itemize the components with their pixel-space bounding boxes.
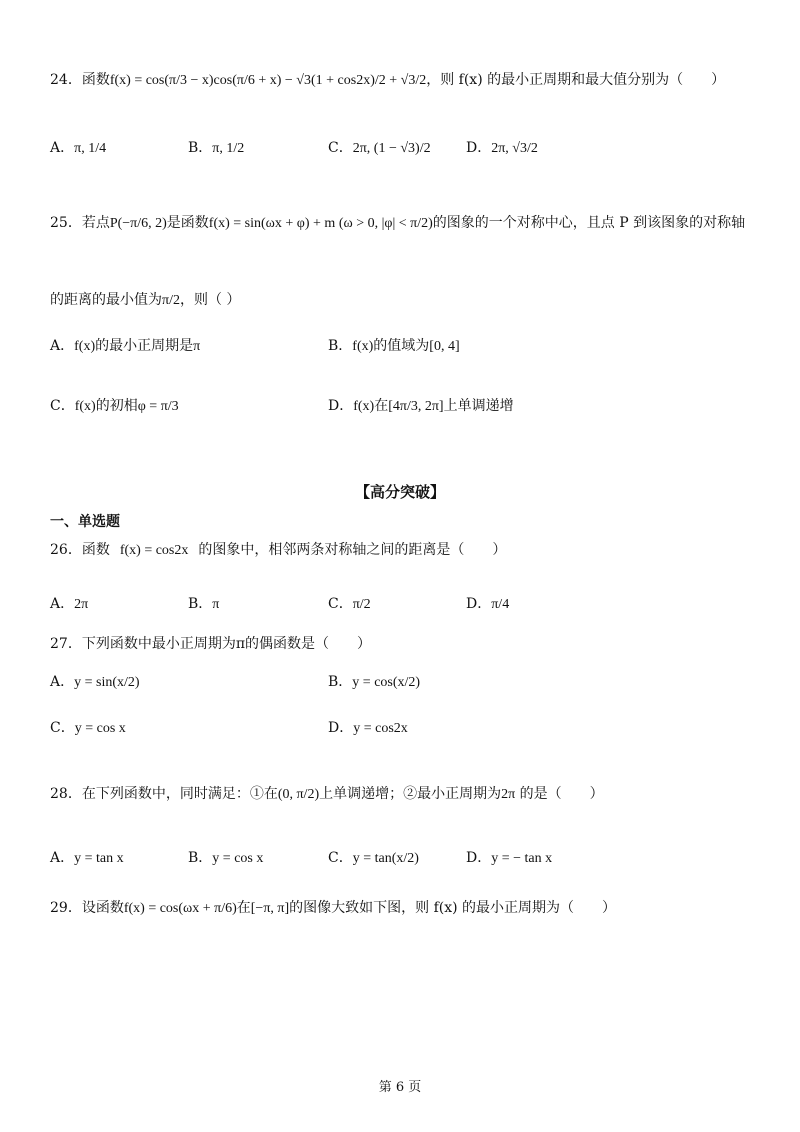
q26-option-d	[466, 596, 509, 614]
q27-option-a-value: y = sin(x/2)	[74, 675, 140, 690]
q27-option-c-label: C．	[50, 720, 75, 736]
q28-option-d-label: D．	[466, 850, 492, 866]
q27-option-b-label: B．	[328, 674, 353, 690]
q28-end: 的是（ ）	[515, 786, 604, 802]
q24-option-a	[50, 140, 106, 158]
q28-option-b	[188, 850, 263, 868]
q28-option-c-value: y = tan(x/2)	[352, 851, 419, 866]
q26-option-d-value: π/4	[491, 597, 510, 612]
q25-option-a-label: A．	[50, 338, 75, 354]
q25-line2-pre: 的距离的最小值为	[50, 292, 162, 308]
q25-option-a-text: 的最小正周期是	[95, 338, 194, 354]
q25-line-2	[50, 292, 240, 310]
section-subheading: 一、单选题	[50, 514, 120, 530]
q25-line2-post: ，则（ ）	[179, 292, 241, 308]
q26-option-c-label: C．	[328, 596, 353, 612]
q24-option-d-label: D．	[466, 140, 492, 156]
q28-option-a-value: y = tan x	[74, 851, 124, 866]
question-24	[50, 72, 725, 90]
q24-after: ，则 f(x) 的最小正周期和最大值分别为（ ）	[426, 72, 726, 88]
q28-option-d-value: y = − tan x	[491, 851, 553, 866]
q25-option-b-math: f(x)	[352, 339, 374, 354]
q26-stem: 26．函数	[50, 542, 110, 558]
q24-option-a-value: π, 1/4	[74, 141, 107, 156]
q26-option-b-label: B．	[188, 596, 213, 612]
q26-option-b	[188, 596, 219, 614]
q24-option-b-label: B．	[188, 140, 213, 156]
q29-after: 的图像大致如下图，则 f(x) 的最小正周期为（ ）	[289, 900, 617, 916]
q28-option-a-label: A．	[50, 850, 75, 866]
q25-option-d-text: 在	[374, 398, 389, 414]
q25-formula: f(x) = sin(ωx + φ) + m (ω > 0, |φ| < π/2)	[208, 216, 433, 231]
q26-after: 的图象中，相邻两条对称轴之间的距离是（ ）	[198, 542, 507, 558]
q26-option-a-value: 2π	[74, 597, 89, 612]
q25-option-a	[50, 338, 200, 356]
q26-option-c	[328, 596, 371, 614]
q28-after: 上单调递增；②最小正周期为	[319, 786, 502, 802]
q25-stem: 25．若点	[50, 215, 110, 231]
q25-option-b-label: B．	[328, 338, 353, 354]
q28-stem: 28．在下列函数中，同时满足：①在	[50, 786, 278, 802]
q24-option-a-label: A．	[50, 140, 75, 156]
q25-option-d	[328, 398, 514, 416]
q27-option-a	[50, 674, 140, 692]
q28-option-c-label: C．	[328, 850, 353, 866]
q24-option-b-value: π, 1/2	[212, 141, 245, 156]
q25-option-d-tail: [4π/3, 2π]	[388, 399, 444, 414]
q24-option-d-value: 2π, √3/2	[491, 141, 538, 156]
section-title: 【高分突破】	[354, 483, 445, 501]
q29-stem: 29．设函数	[50, 900, 124, 916]
q29-formula: f(x) = cos(ωx + π/6)	[123, 901, 237, 916]
q25-option-a-tail: π	[193, 339, 201, 354]
q27-option-b	[328, 674, 420, 692]
q27-option-c-value: y = cos x	[74, 721, 126, 736]
q28-option-a	[50, 850, 124, 868]
q28-option-b-label: B．	[188, 850, 213, 866]
q25-option-a-math: f(x)	[74, 339, 96, 354]
q28-option-c	[328, 850, 419, 868]
q25-option-c-tail: φ = π/3	[137, 399, 179, 414]
q25-line2-frac: π/2	[162, 293, 180, 308]
page-number: 第 6 页	[378, 1080, 422, 1095]
q25-option-c-math: f(x)	[74, 399, 96, 414]
q29-mid: 在	[236, 900, 251, 916]
q27-option-d-label: D．	[328, 720, 354, 736]
question-29	[50, 900, 616, 918]
q25-option-c	[50, 398, 179, 416]
q25-option-b-tail: [0, 4]	[429, 339, 460, 354]
q26-option-b-value: π	[212, 597, 220, 612]
q27-option-b-value: y = cos(x/2)	[352, 675, 421, 690]
question-27	[50, 636, 371, 653]
question-25	[50, 215, 745, 233]
q25-point: P(−π/6, 2)	[109, 216, 167, 231]
q24-option-c	[328, 140, 431, 158]
q25-option-d-math: f(x)	[353, 399, 375, 414]
question-26	[50, 542, 506, 560]
q26-option-c-value: π/2	[352, 597, 371, 612]
q26-option-a	[50, 596, 88, 614]
q24-formula: f(x) = cos(π/3 − x)cos(π/6 + x) − √3(1 + cos2x)/2 + √3/2	[109, 73, 427, 88]
q26-formula: f(x) = cos2x	[119, 543, 189, 558]
q27-option-a-label: A．	[50, 674, 75, 690]
q25-option-b-text: 的值域为	[373, 338, 430, 354]
q25-after: 的图象的一个对称中心，且点 P 到该图象的对称轴	[432, 215, 746, 231]
q26-option-a-label: A．	[50, 596, 75, 612]
q28-option-b-value: y = cos x	[212, 851, 264, 866]
q25-option-c-text: 的初相	[95, 398, 138, 414]
q25-option-d-label: D．	[328, 398, 354, 414]
q27-option-d-value: y = cos2x	[353, 721, 408, 736]
q28-option-d	[466, 850, 552, 868]
q29-interval: [−π, π]	[250, 901, 290, 916]
q25-option-b	[328, 338, 460, 356]
q24-option-c-label: C．	[328, 140, 353, 156]
q27-stem: 27．下列函数中最小正周期为π的偶函数是（ ）	[50, 636, 372, 652]
q27-option-d	[328, 720, 408, 738]
q27-option-c	[50, 720, 126, 738]
q24-option-b	[188, 140, 244, 158]
q28-interval: (0, π/2)	[277, 787, 320, 802]
q25-option-d-tail2: 上单调递增	[443, 398, 514, 414]
q25-mid: 是函数	[166, 215, 209, 231]
question-28	[50, 786, 604, 804]
q24-stem: 24．函数	[50, 72, 110, 88]
q24-option-c-value: 2π, (1 − √3)/2	[352, 141, 431, 156]
q26-option-d-label: D．	[466, 596, 492, 612]
q28-period: 2π	[501, 787, 516, 802]
q24-option-d	[466, 140, 538, 158]
q25-option-c-label: C．	[50, 398, 75, 414]
